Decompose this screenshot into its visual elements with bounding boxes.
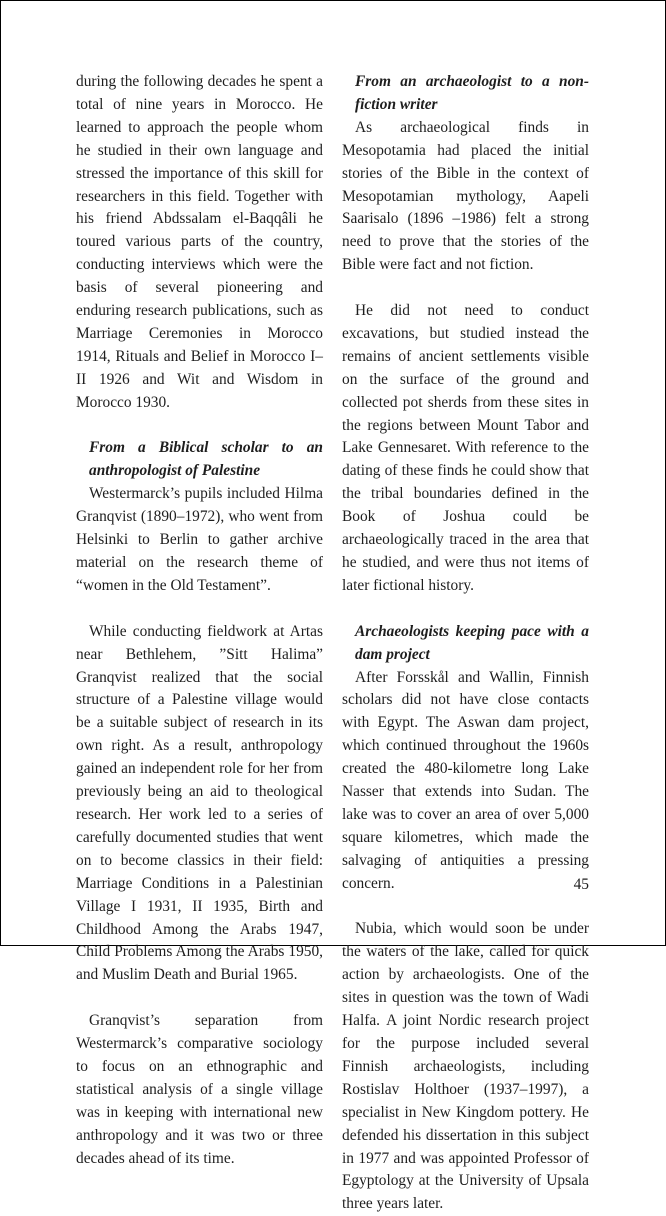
left-paragraph-3: While conducting fieldwork at Artas near Bethlehem, ”Sitt Halima” Granqvist realized that the social structure of a Palestine village would be a suitable subject of research in its own right. As a result, anthropology gained an independent role for her from previously being an aid to theological research. Her work led to a series of carefully documented studies that went on to become classics in their field: Marriage Conditions in a Palestinian Village I 1931, II 1935, Birth and Childhood Among the Arabs 1947, Child Problems Among the Arabs 1950, and Muslim Death and Burial 1965.: [76, 622, 323, 984]
left-paragraph-4: Granqvist’s separation from Westermarck’s comparative sociology to focus on an ethnographic and statistical analysis of a single village was in keeping with international new anthropology and it was two or three decades ahead of its time.: [76, 1012, 323, 1167]
paragraph-gap: [76, 987, 323, 1010]
section-heading-archaeologist: From an archaeologist to a non-fiction writer: [355, 73, 589, 113]
right-paragraph-2: He did not need to conduct excavations, but studied instead the remains of ancient settlements visible on the surface of the ground and collected pot sherds from these sites in the regions between Mount Tabor and Lake Gennesaret. With reference to the dating of these finds he could show that the tribal boundaries defined in the Book of Joshua could be archaeologically traced in the area that he studied, and were thus not items of later fictional history.: [342, 302, 589, 594]
left-column: [76, 71, 323, 1170]
paragraph-gap: [342, 896, 589, 919]
left-paragraph-1: during the following decades he spent a total of nine years in Morocco. He learned to approach the people whom he studied in their own language and stressed the importance of this skill for researchers in this field. Together with his friend Abdssalam el-Baqqâli he toured various parts of the country, conducting interviews which were the basis of several pioneering and enduring research publications, such as Marriage Ceremonies in Morocco 1914, Rituals and Belief in Morocco I–II 1926 and Wit and Wisdom in Morocco 1930.: [76, 73, 323, 411]
right-paragraph-4: Nubia, which would soon be under the waters of the lake, called for quick action by archaeologists. One of the sites in question was the town of Wadi Halfa. A joint Nordic research project for the purpose included several Finnish archaeologists, including Rostislav Holthoer (1937–1997), a specialist in New Kingdom pottery. He defended his dissertation in this subject in 1977 and was appointed Professor of Egyptology at the University of Upsala three years later.: [342, 920, 589, 1213]
page-number: 45: [573, 876, 589, 893]
right-column: [342, 71, 589, 1216]
paragraph-gap: [76, 598, 323, 621]
left-paragraph-2: Westermarck’s pupils included Hilma Granqvist (1890–1972), who went from Helsinki to Berlin to gather archive material on the research theme of “women in the Old Testament”.: [76, 485, 323, 594]
paragraph-gap: [76, 415, 323, 438]
section-heading-dam-project: Archaeologists keeping pace with a dam project: [355, 622, 589, 663]
paragraph-gap: [342, 598, 589, 621]
paragraph-gap: [342, 277, 589, 300]
right-paragraph-1: As archaeological finds in Mesopotamia had placed the initial stories of the Bible in the context of Mesopotamian mythology, Aapeli Saarisalo (1896 –1986) felt a strong need to prove that the stories of the Bible were fact and not fiction.: [342, 118, 589, 274]
section-heading-biblical-scholar: From a Biblical scholar to an anthropologist of Palestine: [89, 439, 323, 480]
right-paragraph-3: After Forsskål and Wallin, Finnish scholars did not have close contacts with Egypt. The Aswan dam project, which continued throughout the 1960s created the 480-kilometre long Lake Nasser that extends into Sudan. The lake was to cover an area of over 5,000 square kilometres, which made the salvaging of antiquities a pressing concern.: [342, 668, 589, 892]
